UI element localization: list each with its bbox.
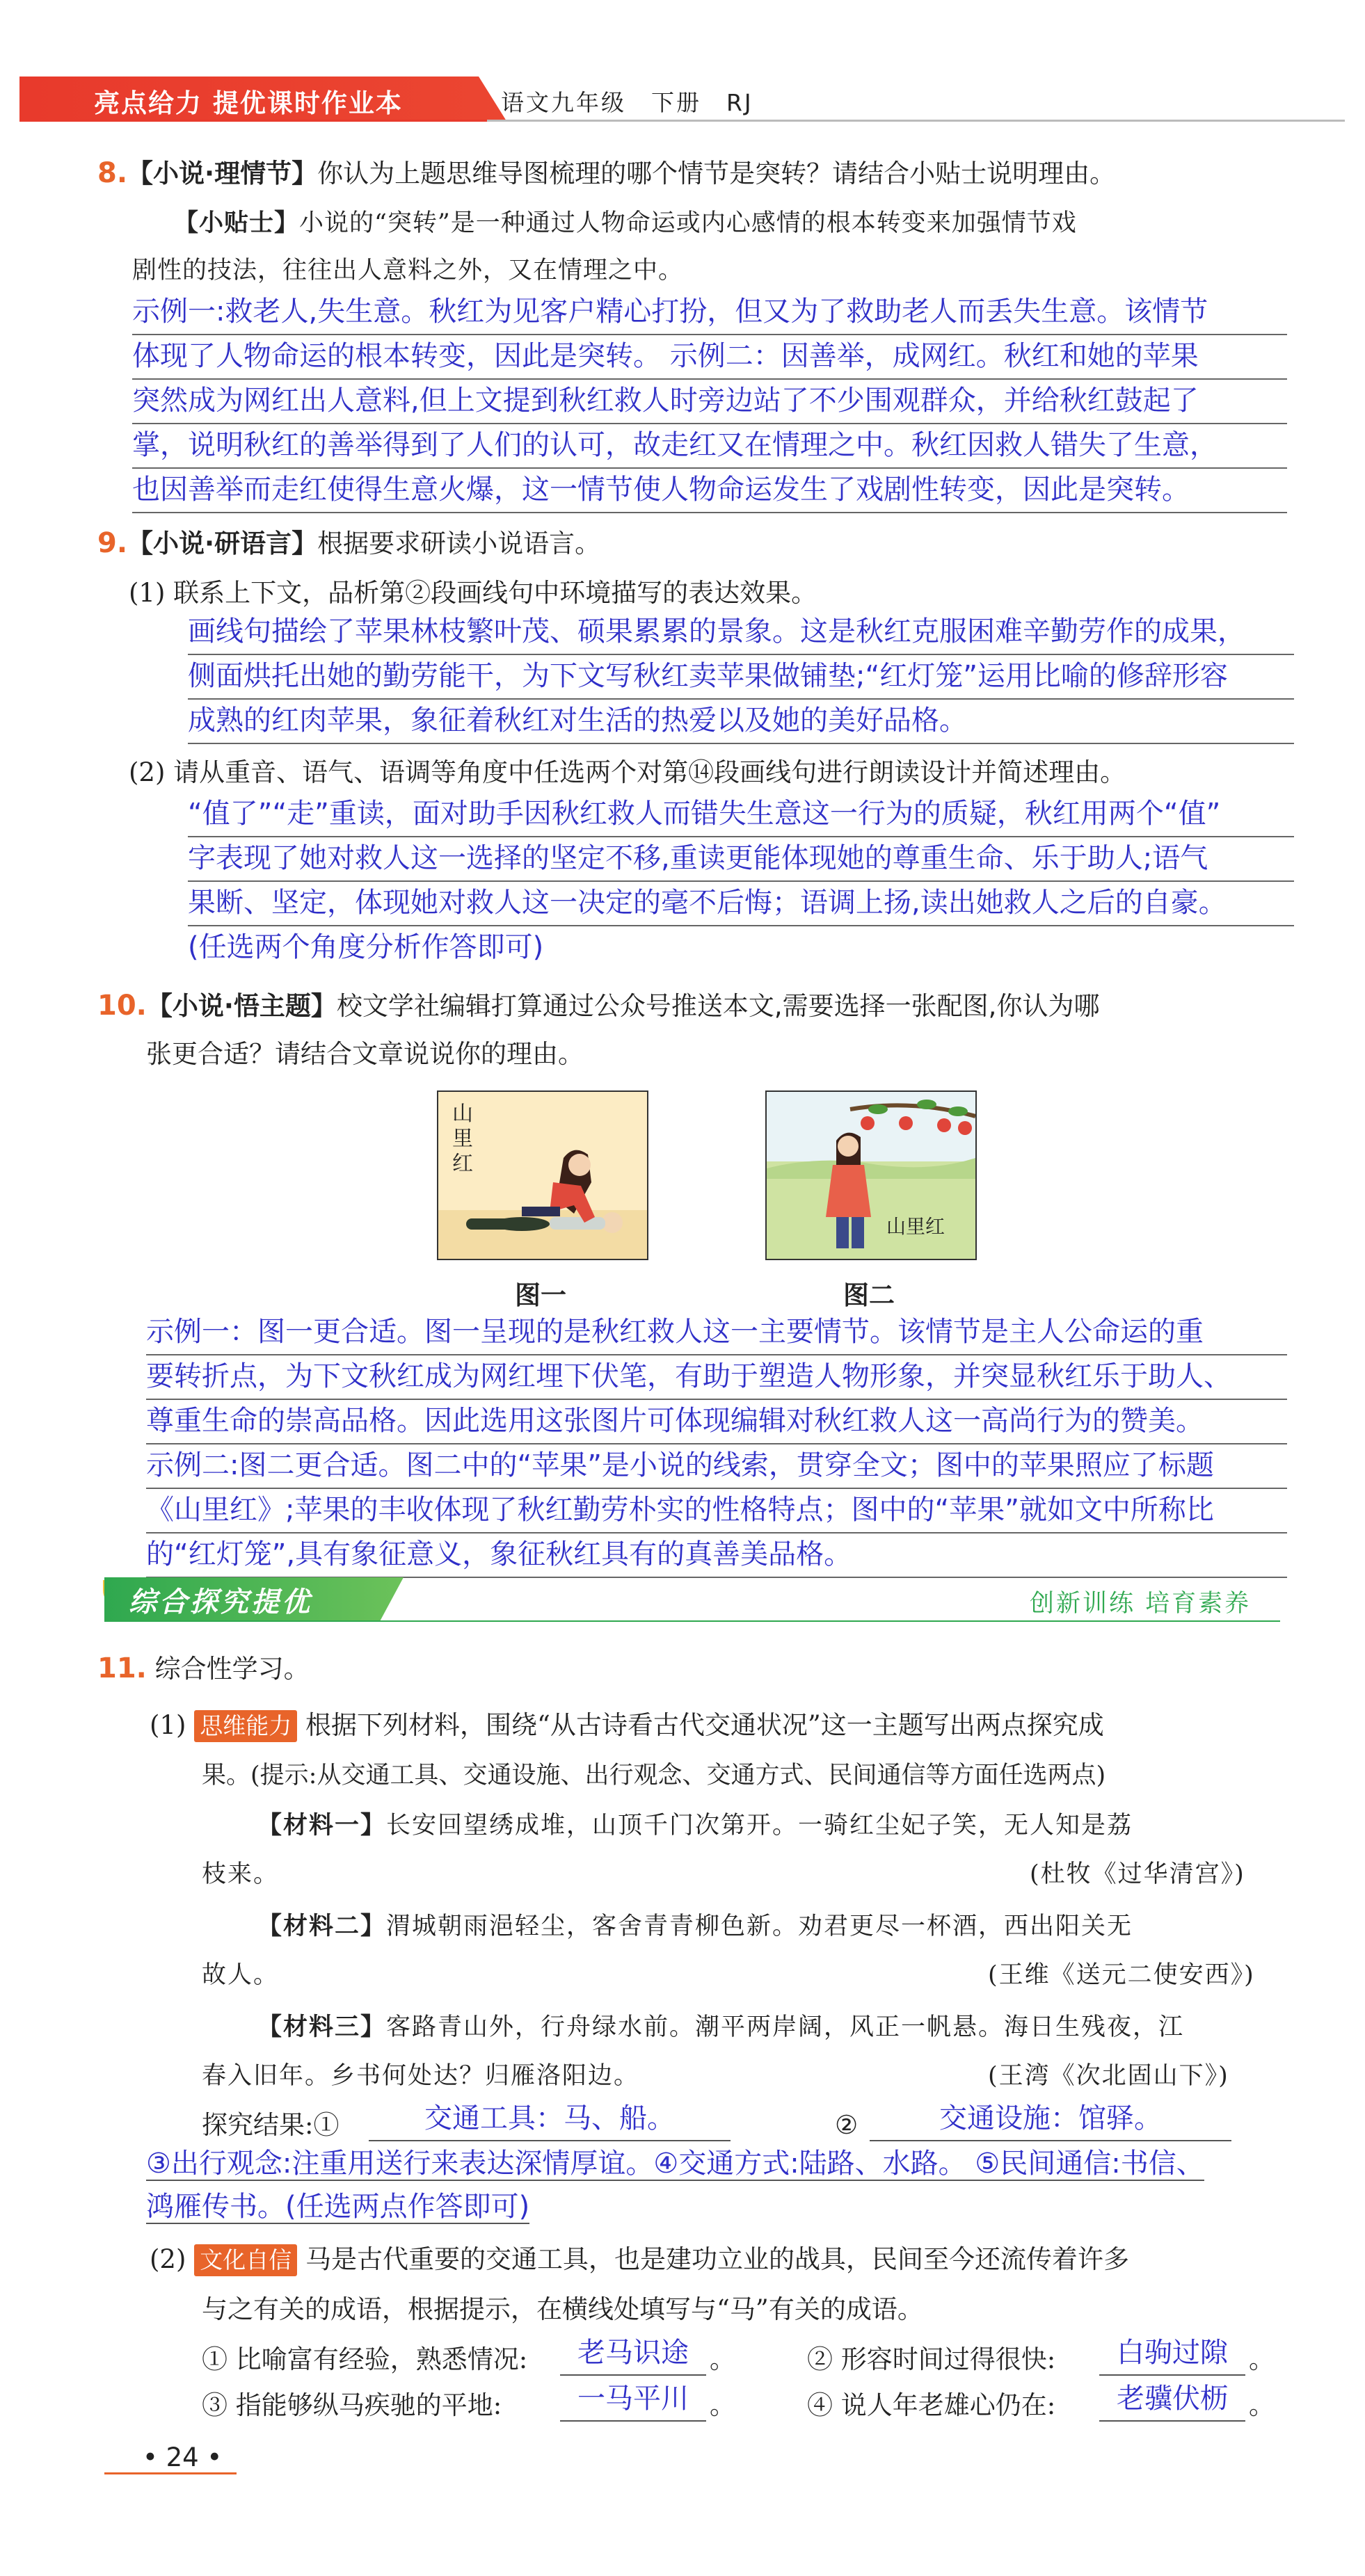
answer-line: 果断、坚定，体现她对救人这一决定的毫不后悔；语调上扬,读出她救人之后的自豪。 bbox=[188, 882, 1294, 926]
idiom-3-field[interactable]: 一马平川 bbox=[560, 2377, 706, 2422]
answer-line: (任选两个角度分析作答即可) bbox=[188, 931, 544, 963]
answer-line: 体现了人物命运的根本转变，因此是突转。 示例二：因善举，成网红。秋红和她的苹果 bbox=[132, 335, 1287, 380]
answer-line: 示例一:救老人,失生意。秋红为见客户精心打扮，但又为了救助老人而丢失生意。该情节 bbox=[132, 291, 1287, 335]
subquestion-11-2-line-2: 与之有关的成语，根据提示，在横线处填写与“马”有关的成语。 bbox=[202, 2294, 923, 2324]
answer-8 bbox=[132, 291, 1287, 513]
question-text: 根据要求研读小说语言。 bbox=[317, 529, 601, 558]
tip-text: 小说的“突转”是一种通过人物命运或内心感情的根本转变来加强情节戏 bbox=[299, 209, 1077, 237]
material-1-source: (杜牧《过华清宫》) bbox=[1030, 1860, 1245, 1888]
idiom-3-period: 。 bbox=[710, 2390, 735, 2420]
tip-tag: 【小贴士】 bbox=[174, 209, 300, 237]
material-text: 渭城朝雨浥轻尘，客舍青青柳色新。劝君更尽一杯酒，西出阳关无 bbox=[386, 1913, 1133, 1940]
question-number: 8. bbox=[97, 157, 128, 189]
header-rule-gray bbox=[487, 120, 1345, 122]
sub-text: 根据下列材料，围绕“从古诗看古代交通状况”这一主题写出两点探究成 bbox=[305, 1710, 1104, 1740]
question-tag: 【小说·悟主题】 bbox=[146, 991, 337, 1021]
answer-9-1 bbox=[188, 611, 1294, 744]
subquestion-9-2: (2) 请从重音、语气、语调等角度中任选两个对第⑭段画线句进行朗读设计并简述理由。 bbox=[129, 757, 1126, 787]
material-1-line-2: 枝来。 bbox=[202, 1860, 280, 1888]
sub-text: 马是古代重要的交通工具，也是建功立业的战具，民间至今还流传着许多 bbox=[305, 2244, 1129, 2274]
material-3-source: (王湾《次北固山下》) bbox=[988, 2062, 1229, 2090]
idiom-1-prompt: ① 比喻富有经验，熟悉情况: bbox=[202, 2344, 528, 2374]
answer-line: 突然成为网红出人意料,但上文提到秋红救人时旁边站了不少围观群众，并给秋红鼓起了 bbox=[132, 380, 1287, 424]
material-2 bbox=[257, 1902, 1287, 1951]
material-3 bbox=[257, 2003, 1287, 2052]
material-text: 长安回望绣成堆，山顶千门次第开。一骑红尘妃子笑，无人知是荔 bbox=[386, 1812, 1133, 1840]
answer-10 bbox=[146, 1311, 1287, 1578]
sub-number: (2) bbox=[150, 2244, 186, 2274]
material-3-line-2: 春入旧年。乡书何处达？归雁洛阳边。 bbox=[202, 2062, 640, 2090]
question-10 bbox=[97, 984, 1294, 1028]
idiom-4-period: 。 bbox=[1249, 2390, 1275, 2420]
subquestion-11-2 bbox=[150, 2238, 1332, 2281]
badge-thinking: 思维能力 bbox=[194, 1710, 297, 1742]
section-rule bbox=[104, 1620, 1280, 1622]
idiom-3-prompt: ③ 指能够纵马疾驰的平地: bbox=[202, 2390, 502, 2420]
book-subtitle: 语文九年级 下册 RJ bbox=[501, 89, 753, 116]
question-number: 10. bbox=[97, 990, 147, 1022]
question-number: 9. bbox=[97, 527, 128, 559]
subquestion-11-1-line-2: 果。(提示:从交通工具、交通设施、出行观念、交通方式、民间通信等方面任选两点) bbox=[202, 1762, 1106, 1789]
subquestion-9-1: (1) 联系上下文，品析第②段画线句中环境描写的表达效果。 bbox=[129, 578, 817, 608]
subquestion-11-1 bbox=[150, 1704, 1318, 1747]
question-title: 综合性学习。 bbox=[154, 1654, 310, 1684]
answer-line: 的“红灯笼”,具有象征意义，象征秋红具有的真善美品格。 bbox=[146, 1533, 1287, 1578]
answer-line: 掌，说明秋红的善举得到了人们的认可，故走红又在情理之中。秋红因救人错失了生意， bbox=[132, 424, 1287, 469]
question-text: 校文学社编辑打算通过公众号推送本文,需要选择一张配图,你认为哪 bbox=[336, 991, 1100, 1021]
figure-1-label: 山里红 bbox=[452, 1102, 473, 1176]
answer-line: 侧面烘托出她的勤劳能干，为下文写秋红卖苹果做铺垫;“红灯笼”运用比喻的修辞形容 bbox=[188, 655, 1294, 700]
result-2-field[interactable]: 交通设施：馆驿。 bbox=[870, 2097, 1231, 2141]
material-2-source: (王维《送元二使安西》) bbox=[988, 1961, 1255, 1989]
question-9 bbox=[97, 522, 1294, 565]
figure-1-caption: 图一 bbox=[515, 1280, 566, 1310]
result-1-field[interactable]: 交通工具：马、船。 bbox=[369, 2097, 731, 2141]
idiom-2-period: 。 bbox=[1249, 2344, 1275, 2374]
result-label: 探究结果:① bbox=[202, 2110, 340, 2140]
answer-line: 示例二:图二更合适。图二中的“苹果”是小说的线索，贯穿全文；图中的苹果照应了标题 bbox=[146, 1444, 1287, 1489]
question-number: 11. bbox=[97, 1652, 147, 1684]
idiom-1-period: 。 bbox=[710, 2344, 735, 2374]
question-text: 你认为上题思维导图梳理的哪个情节是突转？请结合小贴士说明理由。 bbox=[317, 159, 1116, 188]
result-2-number: ② bbox=[835, 2110, 859, 2140]
figure-2-label: 山里红 bbox=[886, 1215, 945, 1238]
question-10-line-2: 张更合适？请结合文章说说你的理由。 bbox=[146, 1039, 584, 1069]
section-slogan: 创新训练 培育素养 bbox=[1030, 1590, 1252, 1618]
question-11 bbox=[97, 1647, 1280, 1691]
answer-line: 尊重生命的崇高品格。因此选用这张图片可体现编辑对秋红救人这一高尚行为的赞美。 bbox=[146, 1400, 1287, 1444]
result-more-line-1 bbox=[146, 2142, 1329, 2185]
figure-2 bbox=[765, 1090, 977, 1260]
material-1 bbox=[257, 1801, 1287, 1850]
material-tag: 【材料三】 bbox=[257, 2013, 387, 2041]
answer-line: 示例一：图一更合适。图一呈现的是秋红救人这一主要情节。该情节是主人公命运的重 bbox=[146, 1311, 1287, 1355]
answer-line: 字表现了她对救人这一选择的坚定不移,重读更能体现她的尊重生命、乐于助人;语气 bbox=[188, 837, 1294, 882]
tip-line-1 bbox=[174, 202, 1287, 245]
page-number-rule bbox=[104, 2472, 237, 2474]
figure-2-caption: 图二 bbox=[843, 1280, 895, 1310]
answer-line: 画线句描绘了苹果林枝繁叶茂、硕果累累的景象。这是秋红克服困难辛勤劳作的成果， bbox=[188, 611, 1294, 655]
material-tag: 【材料一】 bbox=[257, 1812, 387, 1840]
answer-line: 要转折点，为下文秋红成为网红埋下伏笔，有助于塑造人物形象，并突显秋红乐于助人、 bbox=[146, 1355, 1287, 1400]
answer-line: “值了”“走”重读，面对助手因秋红救人而错失生意这一行为的质疑，秋红用两个“值” bbox=[188, 793, 1294, 837]
section-title: 综合探究提优 bbox=[129, 1586, 312, 1618]
figure-1 bbox=[437, 1090, 648, 1260]
answer-line: 也因善举而走红使得生意火爆，这一情节使人物命运发生了戏剧性转变，因此是突转。 bbox=[132, 469, 1287, 513]
answer-line: 成熟的红肉苹果，象征着秋红对生活的热爱以及她的美好品格。 bbox=[188, 700, 1294, 744]
answer-9-2 bbox=[188, 793, 1294, 969]
material-2-line-2: 故人。 bbox=[202, 1961, 280, 1989]
result-more-line-2 bbox=[146, 2185, 1329, 2228]
book-title: 亮点给力 提优课时作业本 bbox=[94, 88, 403, 118]
idiom-2-prompt: ② 形容时间过得很快: bbox=[807, 2344, 1056, 2374]
idiom-1-field[interactable]: 老马识途 bbox=[560, 2331, 706, 2376]
material-tag: 【材料二】 bbox=[257, 1913, 387, 1940]
answer-line: 鸿雁传书。(任选两点作答即可) bbox=[146, 2191, 530, 2223]
question-tag: 【小说·理情节】 bbox=[127, 159, 318, 188]
answer-line: ③出行观念:注重用送行来表达深情厚谊。④交通方式:陆路、水路。 ⑤民间通信:书信、 bbox=[146, 2148, 1204, 2180]
answer-line: 《山里红》;苹果的丰收体现了秋红勤劳朴实的性格特点；图中的“苹果”就如文中所称比 bbox=[146, 1489, 1287, 1533]
idiom-2-field[interactable]: 白驹过隙 bbox=[1099, 2331, 1245, 2376]
badge-culture: 文化自信 bbox=[194, 2244, 297, 2276]
question-8 bbox=[97, 152, 1294, 195]
sub-number: (1) bbox=[150, 1710, 186, 1740]
question-tag: 【小说·研语言】 bbox=[127, 529, 318, 558]
material-text: 客路青山外，行舟绿水前。潮平两岸阔，风正一帆悬。海日生残夜，江 bbox=[386, 2013, 1185, 2041]
tip-line-2: 剧性的技法，往往出人意料之外，又在情理之中。 bbox=[132, 257, 684, 284]
page-number: • 24 • bbox=[143, 2442, 223, 2472]
idiom-4-prompt: ④ 说人年老雄心仍在: bbox=[807, 2390, 1056, 2420]
idiom-4-field[interactable]: 老骥伏枥 bbox=[1099, 2377, 1245, 2422]
